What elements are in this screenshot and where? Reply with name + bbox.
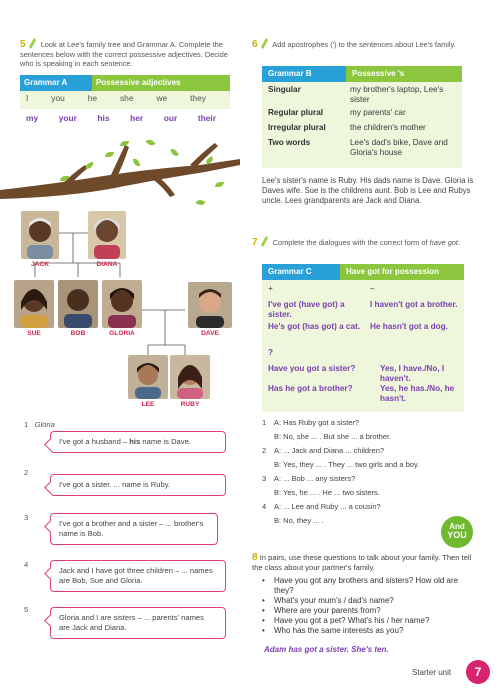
sentence-3-number: 3: [24, 513, 29, 522]
ex8-bullet-list: [262, 576, 474, 636]
grammar-c-answer-1: Yes, I have./No, I haven't.: [380, 364, 445, 383]
grammar-c-negative-1: I haven't got a brother.: [370, 300, 458, 309]
grammar-b-row: Two words Lee's dad's bike, Dave and Gloria's house: [268, 138, 448, 157]
grammar-c-question-2: Has he got a brother?: [268, 384, 353, 393]
sentence-4-number: 4: [24, 560, 29, 569]
page-number-badge: [466, 660, 490, 684]
adjective: their: [197, 113, 216, 123]
speech-bubble-2: I've got a sister. ... name is Ruby.: [50, 474, 226, 496]
dialogue-2: 2 A: ... Jack and Diana ... children? B: Yes, they ... . They ... two girls and a boy.: [262, 446, 420, 469]
sentence-2-number: 2: [24, 468, 29, 477]
pronoun: he: [87, 93, 98, 103]
label-sue: SUE: [27, 330, 41, 337]
photo-ruby: [170, 355, 210, 399]
ex8-example: Adam has got a sister. She's ten.: [264, 645, 389, 654]
label-gloria: GLORIA: [109, 330, 135, 337]
adjective: our: [163, 113, 178, 123]
pronoun: I: [26, 93, 29, 103]
grammar-b-header: [262, 66, 462, 82]
pronoun: you: [51, 93, 65, 103]
grammar-b-box: [262, 66, 462, 168]
list-item: • Have you got any brothers and sisters? How old are they?: [262, 576, 459, 595]
pronoun: she: [119, 93, 134, 103]
person-icon: [21, 211, 59, 259]
adjective-row: [20, 109, 230, 129]
pencil-icon: [261, 38, 268, 49]
grammar-c-question-1: Have you got a sister?: [268, 364, 356, 373]
grammar-c-plus: +: [268, 284, 273, 293]
person-icon: [102, 280, 142, 328]
person-icon: [88, 211, 126, 259]
ex6-number: 6: [252, 39, 258, 50]
grammar-a-box: [20, 75, 230, 129]
person-icon: [58, 280, 98, 328]
grammar-b-label: Grammar B: [262, 66, 346, 82]
grammar-c-box: [262, 264, 464, 412]
label-diana: DIANA: [96, 261, 118, 268]
photo-lee: [128, 355, 168, 399]
list-item: • What's your mum's / dad's name?: [262, 596, 394, 605]
pencil-icon: [29, 38, 36, 49]
grammar-c-positive-1: I've got (have got) a sister.: [268, 300, 345, 319]
grammar-c-title: Have got for possession: [340, 264, 464, 280]
person-icon: [170, 355, 210, 399]
adjective: his: [97, 113, 110, 123]
person-icon: [188, 282, 232, 328]
pronoun-row: [20, 91, 230, 109]
ex5-instruction: 5 Look at Lee's family tree and Grammar A. Complete the sentences below with the correct possessive adjectives. Decide who is speaking in each sentence.: [20, 39, 228, 68]
photo-bob: [58, 280, 98, 328]
page-number: 7: [474, 665, 482, 679]
ex7-number: 7: [252, 237, 258, 248]
sentence-5-number: 5: [24, 605, 29, 614]
speech-bubble-5: Gloria and I are sisters – ... parents' names are Jack and Diana.: [50, 607, 226, 639]
label-bob: BOB: [70, 330, 86, 337]
ex8-instruction: 8 In pairs, use these questions to talk about your family. Then tell the class about your partner's family.: [252, 552, 472, 572]
label-jack: JACK: [31, 261, 49, 268]
photo-dave: [188, 282, 232, 328]
grammar-c-question-mark: ?: [268, 348, 274, 357]
grammar-a-label: Grammar A: [20, 75, 92, 91]
grammar-b-row: Regular plural my parents' car: [268, 108, 406, 117]
photo-sue: [14, 280, 54, 328]
grammar-c-label: Grammar C: [262, 264, 340, 280]
person-icon: [128, 355, 168, 399]
footer-unit: Starter unit: [412, 668, 452, 677]
ex5-number: 5: [20, 39, 26, 50]
grammar-a-title: Possessive adjectives: [92, 75, 230, 91]
label-ruby: RUBY: [180, 401, 200, 408]
dialogue-4: 4 A: ... Lee and Ruby ... a cousin? B: No, they ... .: [262, 502, 381, 525]
grammar-c-negative-2: He hasn't got a dog.: [370, 322, 448, 331]
photo-diana: [88, 211, 126, 259]
sentence-1-number: 1 Gloria: [24, 420, 55, 429]
photo-gloria: [102, 280, 142, 328]
adjective: your: [58, 113, 77, 123]
sentence-1-speaker: Gloria: [34, 420, 55, 429]
adjective: her: [130, 113, 144, 123]
grammar-b-rows: [262, 82, 462, 158]
dialogue-1: 1 A: Has Ruby got a sister? B: No, she ... . But she ... a brother.: [262, 418, 392, 441]
grammar-b-row: Irregular plural the children's mother: [268, 123, 426, 132]
speech-bubble-1: I've got a husband – his name is Dave.: [50, 431, 226, 453]
list-item: • Who has the same interests as you?: [262, 626, 404, 635]
speech-bubble-3: I've got a brother and a sister – ... brother's name is Bob.: [50, 513, 218, 545]
ex7-instruction: 7 Complete the dialogues with the correct form of have got.: [252, 237, 461, 248]
adjective: my: [26, 113, 39, 123]
pronoun: they: [190, 93, 206, 103]
label-dave: DAVE: [201, 330, 219, 337]
grammar-c-minus: –: [370, 284, 375, 293]
ex6-instruction: 6 Add apostrophes (') to the sentences about Lee's family.: [252, 39, 456, 50]
dialogue-3: 3 A: ... Bob ... any sisters? B: Yes, he ... . He ... two sisters.: [262, 474, 380, 497]
speech-bubble-4: Jack and I have got three children – ... names are Bob, Sue and Gloria.: [50, 560, 226, 592]
person-icon: [14, 280, 54, 328]
and-you-badge: And YOU: [441, 516, 473, 548]
list-item: • Where are your parents from?: [262, 606, 381, 615]
photo-jack: [21, 211, 59, 259]
label-lee: LEE: [141, 401, 155, 408]
grammar-a-header: [20, 75, 230, 91]
grammar-c-positive-2: He's got (has got) a cat.: [268, 322, 361, 331]
grammar-c-header: [262, 264, 464, 280]
ex8-number: 8: [252, 552, 258, 563]
pencil-icon: [261, 236, 268, 247]
ex6-paragraph: Lee's sister's name is Ruby. His dads name is Dave. Gloria is Daves wife. Sue is the childrens aunt. Bob is Lee and Rubys uncle. Lees grandparents are Jack and Diana.: [262, 176, 474, 206]
list-item: • Have you got a pet? What's his / her name?: [262, 616, 430, 625]
grammar-c-answer-2: Yes, he has./No, he hasn't.: [380, 384, 455, 403]
grammar-b-row: Singular my brother's laptop, Lee's sister: [268, 85, 444, 104]
grammar-b-title: Possessive 's: [346, 66, 462, 82]
pronoun: we: [156, 93, 168, 103]
